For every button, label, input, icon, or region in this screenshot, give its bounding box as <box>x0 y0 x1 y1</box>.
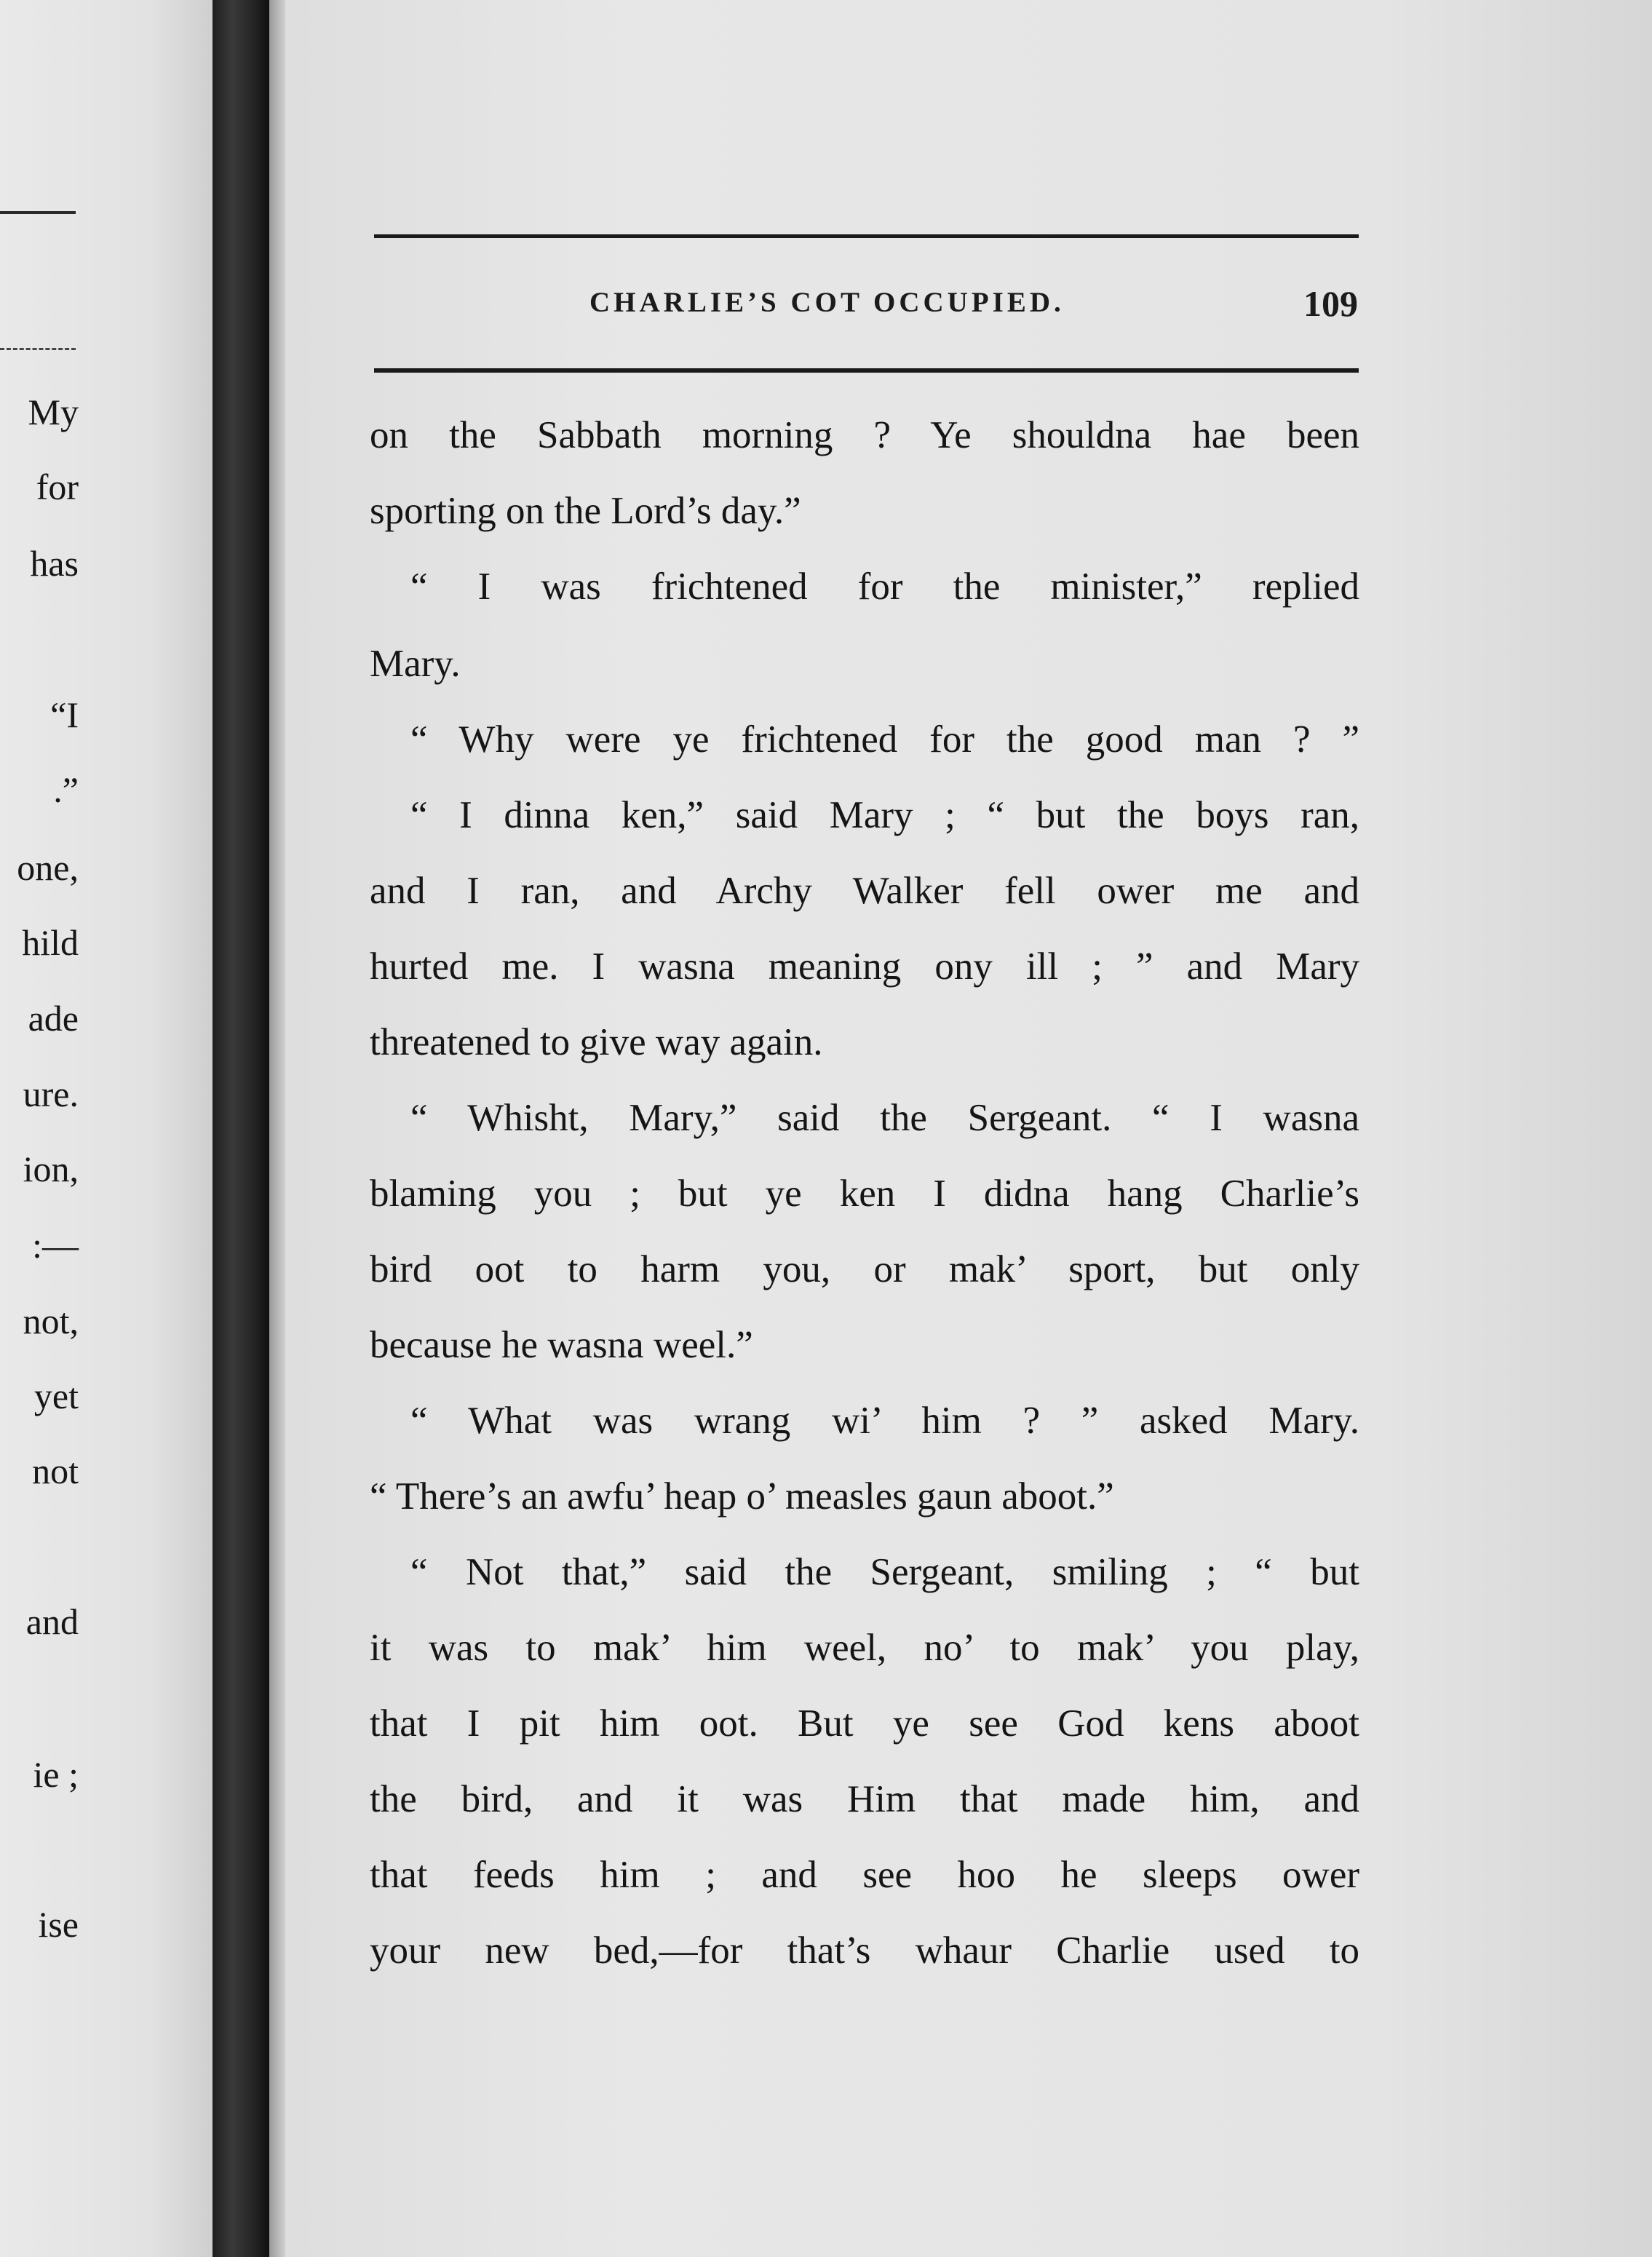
text-line: on the Sabbath morning ? Ye shouldna hae been <box>370 414 1359 456</box>
left-facing-page <box>0 0 213 2257</box>
left-fragment: has <box>30 543 79 584</box>
book-gutter-shadow <box>213 0 269 2257</box>
text-line: “ I dinna ken,” said Mary ; “ but the boys ran, <box>410 794 1359 836</box>
book-page <box>285 0 1652 2257</box>
text-line: “ I was frichtened for the minister,” replied <box>410 566 1359 608</box>
text-line: it was to mak’ him weel, no’ to mak’ you play, <box>370 1627 1359 1669</box>
left-fragment: for <box>36 467 79 507</box>
header-rule-top <box>374 234 1359 238</box>
text-line: “ Not that,” said the Sergeant, smiling ; “ but <box>410 1551 1359 1593</box>
text-line: because he wasna weel.” <box>370 1324 753 1366</box>
text-line: “ There’s an awfu’ heap o’ measles gaun aboot.” <box>370 1475 1114 1518</box>
text-line: your new bed,—for that’s whaur Charlie used to <box>370 1929 1359 1972</box>
text-line: “ Whisht, Mary,” said the Sergeant. “ I wasna <box>410 1097 1359 1139</box>
left-fragment: :— <box>32 1225 79 1266</box>
left-fragment: one, <box>17 847 79 888</box>
left-page-rule <box>0 211 76 214</box>
page-edge <box>269 0 285 2257</box>
text-line: that I pit him oot. But ye see God kens aboot <box>370 1702 1359 1745</box>
left-fragment: ise <box>38 1904 79 1945</box>
left-fragment: .” <box>53 769 79 810</box>
text-line: the bird, and it was Him that made him, and <box>370 1778 1359 1820</box>
text-line: “ What was wrang wi’ him ? ” asked Mary. <box>410 1400 1359 1442</box>
left-fragment: yet <box>33 1376 79 1416</box>
left-page-rule <box>0 348 76 350</box>
left-fragment: and <box>25 1601 79 1642</box>
text-line: and I ran, and Archy Walker fell ower me and <box>370 870 1359 912</box>
left-fragment: ie ; <box>33 1754 79 1795</box>
text-line: sporting on the Lord’s day.” <box>370 490 801 532</box>
left-fragment: not, <box>23 1301 79 1341</box>
text-line: that feeds him ; and see hoo he sleeps ower <box>370 1854 1359 1896</box>
text-line: Mary. <box>370 643 461 685</box>
left-fragment: ure. <box>23 1074 79 1114</box>
header-rule-bottom <box>374 368 1359 373</box>
left-fragment: hild <box>22 922 79 963</box>
text-line: bird oot to harm you, or mak’ sport, but only <box>370 1248 1359 1290</box>
left-fragment: ion, <box>23 1149 79 1189</box>
left-fragment: not <box>32 1451 79 1491</box>
left-fragment: My <box>28 392 79 432</box>
left-fragment: “I <box>50 694 79 735</box>
left-fragment: ade <box>28 998 79 1039</box>
text-line: “ Why were ye frichtened for the good man ? ” <box>410 718 1359 761</box>
text-line: hurted me. I wasna meaning ony ill ; ” and Mary <box>370 945 1359 988</box>
page-number: 109 <box>1303 283 1358 324</box>
running-title: CHARLIE’S COT OCCUPIED. <box>589 287 1065 318</box>
text-line: threatened to give way again. <box>370 1021 823 1063</box>
text-line: blaming you ; but ye ken I didna hang Charlie’s <box>370 1173 1359 1215</box>
